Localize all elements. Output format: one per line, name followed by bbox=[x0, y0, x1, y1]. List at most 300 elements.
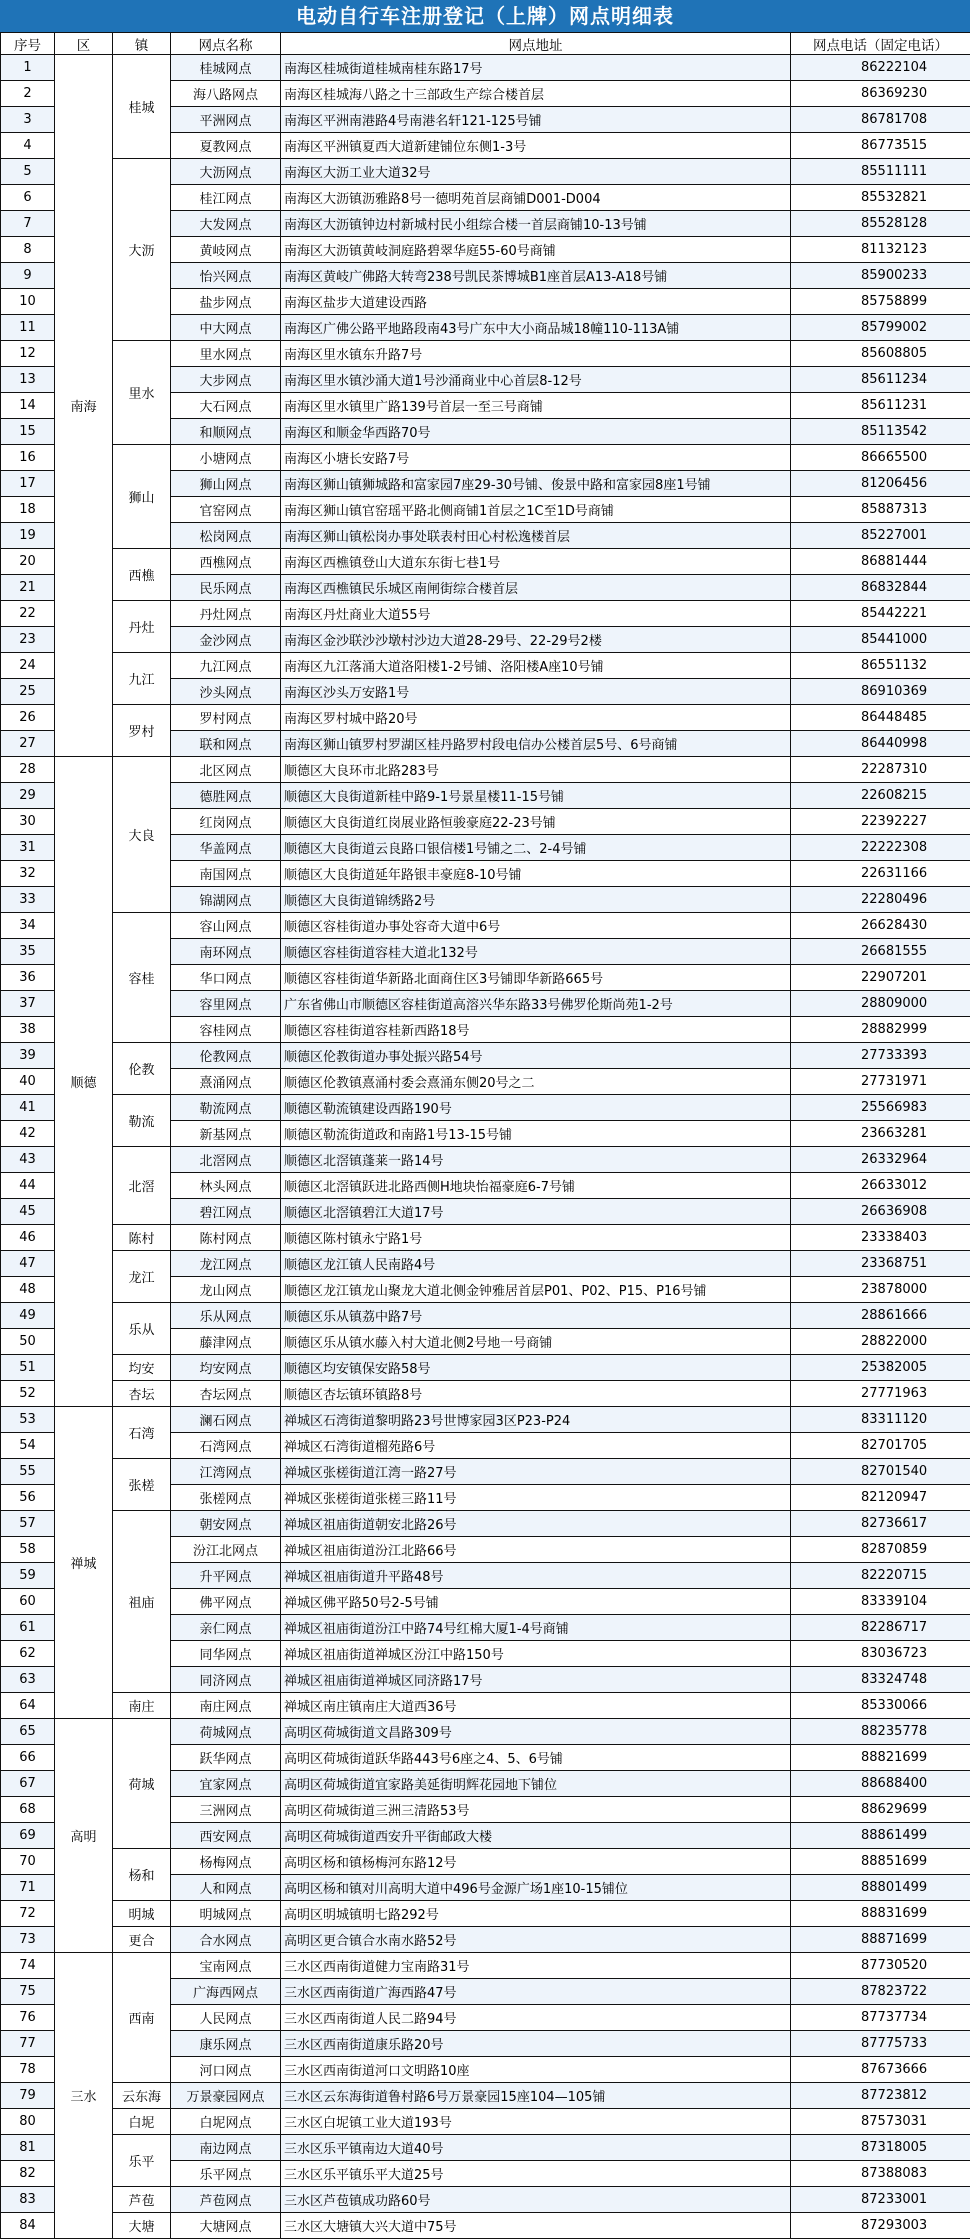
outlet-name: 熹涌网点 bbox=[171, 1069, 281, 1095]
row-seq: 47 bbox=[1, 1251, 55, 1277]
outlet-phone: 26628430 bbox=[791, 913, 970, 939]
outlet-name: 宜家网点 bbox=[171, 1771, 281, 1797]
outlet-address: 高明区更合镇合水南水路52号 bbox=[281, 1927, 791, 1953]
district-cell: 高明 bbox=[55, 1719, 113, 1953]
outlet-phone: 85611231 bbox=[791, 393, 970, 419]
outlet-name: 里水网点 bbox=[171, 341, 281, 367]
outlet-phone: 25382005 bbox=[791, 1355, 970, 1381]
row-seq: 77 bbox=[1, 2031, 55, 2057]
outlet-address: 南海区沙头万安路1号 bbox=[281, 679, 791, 705]
row-seq: 42 bbox=[1, 1121, 55, 1147]
row-seq: 30 bbox=[1, 809, 55, 835]
row-seq: 16 bbox=[1, 445, 55, 471]
header-name: 网点名称 bbox=[171, 33, 281, 55]
row-seq: 62 bbox=[1, 1641, 55, 1667]
outlet-name: 夏教网点 bbox=[171, 133, 281, 159]
outlet-name: 容山网点 bbox=[171, 913, 281, 939]
outlet-phone: 85758899 bbox=[791, 289, 970, 315]
outlet-name: 万景豪园网点 bbox=[171, 2083, 281, 2109]
outlet-address: 南海区桂城街道桂城南桂东路17号 bbox=[281, 55, 791, 81]
table-body bbox=[1, 55, 970, 2239]
outlet-address: 禅城区石湾街道榴苑路6号 bbox=[281, 1433, 791, 1459]
outlet-address: 顺德区伦教街道办事处振兴路54号 bbox=[281, 1043, 791, 1069]
outlet-address: 禅城区张槎街道江湾一路27号 bbox=[281, 1459, 791, 1485]
row-seq: 13 bbox=[1, 367, 55, 393]
town-cell: 石湾 bbox=[113, 1407, 171, 1459]
outlet-address: 南海区西樵镇登山大道东东街七巷1号 bbox=[281, 549, 791, 575]
outlet-phone: 81132123 bbox=[791, 237, 970, 263]
outlet-phone: 85442221 bbox=[791, 601, 970, 627]
town-cell: 狮山 bbox=[113, 445, 171, 549]
outlet-address: 三水区西南街道人民二路94号 bbox=[281, 2005, 791, 2031]
outlet-address: 广东省佛山市顺德区容桂街道高溶兴华东路33号佛罗伦斯尚苑1-2号 bbox=[281, 991, 791, 1017]
row-seq: 46 bbox=[1, 1225, 55, 1251]
row-seq: 20 bbox=[1, 549, 55, 575]
outlet-phone: 88851699 bbox=[791, 1849, 970, 1875]
row-seq: 25 bbox=[1, 679, 55, 705]
outlet-address: 高明区荷城街道三洲三清路53号 bbox=[281, 1797, 791, 1823]
town-cell: 乐平 bbox=[113, 2135, 171, 2187]
town-cell: 白坭 bbox=[113, 2109, 171, 2135]
outlet-address: 顺德区大良街道延年路银丰豪庭8-10号铺 bbox=[281, 861, 791, 887]
outlet-name: 澜石网点 bbox=[171, 1407, 281, 1433]
outlet-address: 三水区芦苞镇成功路60号 bbox=[281, 2187, 791, 2213]
table-row bbox=[1, 2083, 970, 2109]
outlet-address: 高明区杨和镇对川高明大道中496号金源广场1座10-15铺位 bbox=[281, 1875, 791, 1901]
outlet-name: 西樵网点 bbox=[171, 549, 281, 575]
outlet-phone: 28861666 bbox=[791, 1303, 970, 1329]
table-row bbox=[1, 1719, 970, 1745]
town-cell: 伦教 bbox=[113, 1043, 171, 1095]
outlet-phone: 25566983 bbox=[791, 1095, 970, 1121]
row-seq: 65 bbox=[1, 1719, 55, 1745]
outlet-address: 禅城区祖庙街道汾江北路66号 bbox=[281, 1537, 791, 1563]
outlet-name: 华盖网点 bbox=[171, 835, 281, 861]
outlet-phone: 85441000 bbox=[791, 627, 970, 653]
outlet-phone: 22608215 bbox=[791, 783, 970, 809]
outlet-name: 大沥网点 bbox=[171, 159, 281, 185]
row-seq: 35 bbox=[1, 939, 55, 965]
row-seq: 26 bbox=[1, 705, 55, 731]
outlet-address: 高明区荷城街道宜家路美延街明辉花园地下铺位 bbox=[281, 1771, 791, 1797]
table-row bbox=[1, 1303, 970, 1329]
town-cell: 容桂 bbox=[113, 913, 171, 1043]
row-seq: 38 bbox=[1, 1017, 55, 1043]
outlet-address: 顺德区北滘镇蓬莱一路14号 bbox=[281, 1147, 791, 1173]
row-seq: 48 bbox=[1, 1277, 55, 1303]
row-seq: 4 bbox=[1, 133, 55, 159]
outlet-name: 德胜网点 bbox=[171, 783, 281, 809]
outlet-phone: 22631166 bbox=[791, 861, 970, 887]
outlet-phone: 85799002 bbox=[791, 315, 970, 341]
outlet-address: 禅城区祖庙街道汾江中路74号红棉大厦1-4号商铺 bbox=[281, 1615, 791, 1641]
outlet-name: 大步网点 bbox=[171, 367, 281, 393]
table-row bbox=[1, 1381, 970, 1407]
outlet-name: 河口网点 bbox=[171, 2057, 281, 2083]
outlet-phone: 83311120 bbox=[791, 1407, 970, 1433]
outlet-address: 南海区九江落涌大道洛阳楼1-2号铺、洛阳楼A座10号铺 bbox=[281, 653, 791, 679]
outlet-phone: 82736617 bbox=[791, 1511, 970, 1537]
outlet-phone: 87775733 bbox=[791, 2031, 970, 2057]
outlet-name: 杨梅网点 bbox=[171, 1849, 281, 1875]
outlet-name: 人和网点 bbox=[171, 1875, 281, 1901]
town-cell: 丹灶 bbox=[113, 601, 171, 653]
outlet-name: 狮山网点 bbox=[171, 471, 281, 497]
row-seq: 44 bbox=[1, 1173, 55, 1199]
outlet-phone: 81206456 bbox=[791, 471, 970, 497]
outlet-name: 大石网点 bbox=[171, 393, 281, 419]
row-seq: 64 bbox=[1, 1693, 55, 1719]
row-seq: 78 bbox=[1, 2057, 55, 2083]
row-seq: 12 bbox=[1, 341, 55, 367]
table-row bbox=[1, 2109, 970, 2135]
outlet-name: 西安网点 bbox=[171, 1823, 281, 1849]
town-cell: 桂城 bbox=[113, 55, 171, 159]
outlet-name: 碧江网点 bbox=[171, 1199, 281, 1225]
table-row bbox=[1, 1225, 970, 1251]
outlet-phone: 86448485 bbox=[791, 705, 970, 731]
outlet-address: 南海区罗村城中路20号 bbox=[281, 705, 791, 731]
table-row bbox=[1, 159, 970, 185]
header-town: 镇 bbox=[113, 33, 171, 55]
outlet-name: 红岗网点 bbox=[171, 809, 281, 835]
outlet-phone: 88821699 bbox=[791, 1745, 970, 1771]
row-seq: 14 bbox=[1, 393, 55, 419]
outlet-phone: 83339104 bbox=[791, 1589, 970, 1615]
town-cell: 北滘 bbox=[113, 1147, 171, 1225]
outlet-address: 顺德区勒流街道政和南路1号13-15号铺 bbox=[281, 1121, 791, 1147]
row-seq: 21 bbox=[1, 575, 55, 601]
outlet-address: 高明区明城镇明七路292号 bbox=[281, 1901, 791, 1927]
row-seq: 73 bbox=[1, 1927, 55, 1953]
outlet-name: 容桂网点 bbox=[171, 1017, 281, 1043]
outlet-phone: 27731971 bbox=[791, 1069, 970, 1095]
outlet-phone: 86881444 bbox=[791, 549, 970, 575]
outlet-address: 南海区大沥镇黄岐洞庭路碧翠华庭55-60号商铺 bbox=[281, 237, 791, 263]
table-row bbox=[1, 705, 970, 731]
town-cell: 荷城 bbox=[113, 1719, 171, 1849]
row-seq: 39 bbox=[1, 1043, 55, 1069]
row-seq: 56 bbox=[1, 1485, 55, 1511]
town-cell: 明城 bbox=[113, 1901, 171, 1927]
town-cell: 里水 bbox=[113, 341, 171, 445]
outlet-phone: 88871699 bbox=[791, 1927, 970, 1953]
outlet-address: 禅城区张槎街道张槎三路11号 bbox=[281, 1485, 791, 1511]
district-cell: 禅城 bbox=[55, 1407, 113, 1719]
outlet-address: 顺德区龙江镇人民南路4号 bbox=[281, 1251, 791, 1277]
row-seq: 28 bbox=[1, 757, 55, 783]
row-seq: 70 bbox=[1, 1849, 55, 1875]
outlet-address: 三水区西南街道健力宝南路31号 bbox=[281, 1953, 791, 1979]
row-seq: 53 bbox=[1, 1407, 55, 1433]
outlet-name: 升平网点 bbox=[171, 1563, 281, 1589]
outlet-phone: 26332964 bbox=[791, 1147, 970, 1173]
outlet-name: 大发网点 bbox=[171, 211, 281, 237]
row-seq: 72 bbox=[1, 1901, 55, 1927]
outlet-phone: 83036723 bbox=[791, 1641, 970, 1667]
outlet-name: 容里网点 bbox=[171, 991, 281, 1017]
row-seq: 36 bbox=[1, 965, 55, 991]
outlet-phone: 85608805 bbox=[791, 341, 970, 367]
outlet-address: 南海区平洲镇夏西大道新建铺位东侧1-3号 bbox=[281, 133, 791, 159]
outlet-address: 南海区黄岐广佛路大转弯238号凯民茶博城B1座首层A13-A18号铺 bbox=[281, 263, 791, 289]
outlet-phone: 86551132 bbox=[791, 653, 970, 679]
outlet-name: 锦湖网点 bbox=[171, 887, 281, 913]
outlet-address: 顺德区大良街道云良路口银信楼1号铺之二、2-4号铺 bbox=[281, 835, 791, 861]
outlet-name: 九江网点 bbox=[171, 653, 281, 679]
outlet-phone: 85887313 bbox=[791, 497, 970, 523]
outlet-address: 顺德区伦教镇熹涌村委会熹涌东侧20号之二 bbox=[281, 1069, 791, 1095]
row-seq: 7 bbox=[1, 211, 55, 237]
row-seq: 68 bbox=[1, 1797, 55, 1823]
table-row bbox=[1, 1147, 970, 1173]
outlet-address: 高明区荷城街道西安升平街邮政大楼 bbox=[281, 1823, 791, 1849]
outlet-phone: 85330066 bbox=[791, 1693, 970, 1719]
outlet-address: 南海区广佛公路平地路段南43号广东中大小商品城18幢110-113A铺 bbox=[281, 315, 791, 341]
town-cell: 祖庙 bbox=[113, 1511, 171, 1693]
outlet-name: 黄岐网点 bbox=[171, 237, 281, 263]
outlet-phone: 85528128 bbox=[791, 211, 970, 237]
outlet-address: 南海区桂城海八路之十三部政生产综合楼首层 bbox=[281, 81, 791, 107]
table-row bbox=[1, 1901, 970, 1927]
row-seq: 17 bbox=[1, 471, 55, 497]
outlet-name: 北滘网点 bbox=[171, 1147, 281, 1173]
outlet-name: 南国网点 bbox=[171, 861, 281, 887]
town-cell: 更合 bbox=[113, 1927, 171, 1953]
row-seq: 41 bbox=[1, 1095, 55, 1121]
outlet-phone: 87388083 bbox=[791, 2161, 970, 2187]
outlet-phone: 23338403 bbox=[791, 1225, 970, 1251]
outlet-address: 三水区西南街道河口文明路10座 bbox=[281, 2057, 791, 2083]
row-seq: 57 bbox=[1, 1511, 55, 1537]
outlet-address: 南海区大沥镇沥雅路8号一德明苑首层商铺D001-D004 bbox=[281, 185, 791, 211]
outlet-name: 亲仁网点 bbox=[171, 1615, 281, 1641]
outlet-phone: 86665500 bbox=[791, 445, 970, 471]
outlet-address: 顺德区容桂街道容桂大道北132号 bbox=[281, 939, 791, 965]
row-seq: 75 bbox=[1, 1979, 55, 2005]
outlet-phone: 86222104 bbox=[791, 55, 970, 81]
table-header-row bbox=[1, 33, 970, 55]
row-seq: 31 bbox=[1, 835, 55, 861]
row-seq: 54 bbox=[1, 1433, 55, 1459]
header-seq: 序号 bbox=[1, 33, 55, 55]
table-row bbox=[1, 1459, 970, 1485]
table-row bbox=[1, 1355, 970, 1381]
row-seq: 8 bbox=[1, 237, 55, 263]
outlet-name: 北区网点 bbox=[171, 757, 281, 783]
outlet-address: 高明区杨和镇杨梅河东路12号 bbox=[281, 1849, 791, 1875]
outlet-phone: 86440998 bbox=[791, 731, 970, 757]
outlet-name: 龙江网点 bbox=[171, 1251, 281, 1277]
table-row bbox=[1, 601, 970, 627]
outlet-address: 顺德区均安镇保安路58号 bbox=[281, 1355, 791, 1381]
page-title: 电动自行车注册登记（上牌）网点明细表 bbox=[0, 0, 970, 32]
outlet-phone: 86832844 bbox=[791, 575, 970, 601]
table-row bbox=[1, 549, 970, 575]
outlet-address: 禅城区南庄镇南庄大道西36号 bbox=[281, 1693, 791, 1719]
outlet-address: 南海区丹灶商业大道55号 bbox=[281, 601, 791, 627]
row-seq: 32 bbox=[1, 861, 55, 887]
outlet-name: 芦苞网点 bbox=[171, 2187, 281, 2213]
outlet-address: 禅城区祖庙街道禅城区同济路17号 bbox=[281, 1667, 791, 1693]
row-seq: 71 bbox=[1, 1875, 55, 1901]
row-seq: 43 bbox=[1, 1147, 55, 1173]
outlet-address: 南海区狮山镇松岗办事处联表村田心村松逸楼首层 bbox=[281, 523, 791, 549]
outlet-phone: 83324748 bbox=[791, 1667, 970, 1693]
district-cell: 南海 bbox=[55, 55, 113, 757]
outlet-address: 三水区乐平镇乐平大道25号 bbox=[281, 2161, 791, 2187]
town-cell: 罗村 bbox=[113, 705, 171, 757]
outlet-address: 顺德区大良街道红岗展业路恒骏豪庭22-23号铺 bbox=[281, 809, 791, 835]
outlet-phone: 85511111 bbox=[791, 159, 970, 185]
table-row bbox=[1, 1095, 970, 1121]
outlet-address: 禅城区祖庙街道升平路48号 bbox=[281, 1563, 791, 1589]
outlet-phone: 26636908 bbox=[791, 1199, 970, 1225]
outlet-name: 丹灶网点 bbox=[171, 601, 281, 627]
town-cell: 西樵 bbox=[113, 549, 171, 601]
row-seq: 83 bbox=[1, 2187, 55, 2213]
outlet-address: 顺德区容桂街道华新路北面商住区3号铺即华新路665号 bbox=[281, 965, 791, 991]
row-seq: 18 bbox=[1, 497, 55, 523]
outlet-address: 顺德区大良街道锦绣路2号 bbox=[281, 887, 791, 913]
outlet-phone: 87293003 bbox=[791, 2213, 970, 2239]
row-seq: 11 bbox=[1, 315, 55, 341]
row-seq: 27 bbox=[1, 731, 55, 757]
town-cell: 杏坛 bbox=[113, 1381, 171, 1407]
outlet-name: 宝南网点 bbox=[171, 1953, 281, 1979]
row-seq: 79 bbox=[1, 2083, 55, 2109]
outlet-address: 顺德区北滘镇跃进北路西侧H地块怡福豪庭6-7号铺 bbox=[281, 1173, 791, 1199]
outlet-phone: 26633012 bbox=[791, 1173, 970, 1199]
row-seq: 45 bbox=[1, 1199, 55, 1225]
table-row bbox=[1, 1953, 970, 1979]
town-cell: 龙江 bbox=[113, 1251, 171, 1303]
outlet-phone: 86369230 bbox=[791, 81, 970, 107]
row-seq: 52 bbox=[1, 1381, 55, 1407]
outlet-name: 佛平网点 bbox=[171, 1589, 281, 1615]
outlet-name: 藤津网点 bbox=[171, 1329, 281, 1355]
outlet-phone: 26681555 bbox=[791, 939, 970, 965]
outlet-name: 林头网点 bbox=[171, 1173, 281, 1199]
row-seq: 81 bbox=[1, 2135, 55, 2161]
outlet-name: 白坭网点 bbox=[171, 2109, 281, 2135]
outlet-name: 石湾网点 bbox=[171, 1433, 281, 1459]
town-cell: 云东海 bbox=[113, 2083, 171, 2109]
outlet-address: 三水区大塘镇大兴大道中75号 bbox=[281, 2213, 791, 2239]
outlet-name: 勒流网点 bbox=[171, 1095, 281, 1121]
outlet-address: 顺德区北滘镇碧江大道17号 bbox=[281, 1199, 791, 1225]
outlet-address: 南海区狮山镇狮城路和富家园7座29-30号铺、俊景中路和富家园8座1号铺 bbox=[281, 471, 791, 497]
outlet-name: 新基网点 bbox=[171, 1121, 281, 1147]
row-seq: 24 bbox=[1, 653, 55, 679]
row-seq: 58 bbox=[1, 1537, 55, 1563]
outlet-name: 康乐网点 bbox=[171, 2031, 281, 2057]
outlet-address: 南海区平洲南港路4号南港名轩121-125号铺 bbox=[281, 107, 791, 133]
outlet-name: 小塘网点 bbox=[171, 445, 281, 471]
town-cell: 陈村 bbox=[113, 1225, 171, 1251]
outlet-address: 顺德区容桂街道办事处容奇大道中6号 bbox=[281, 913, 791, 939]
outlet-address: 三水区云东海街道鲁村路6号万景豪园15座104—105铺 bbox=[281, 2083, 791, 2109]
outlet-address: 高明区荷城街道跃华路443号6座之4、5、6号铺 bbox=[281, 1745, 791, 1771]
outlet-address: 南海区里水镇东升路7号 bbox=[281, 341, 791, 367]
outlet-address: 顺德区龙江镇龙山聚龙大道北侧金钟雅居首层P01、P02、P15、P16号铺 bbox=[281, 1277, 791, 1303]
outlet-phone: 88801499 bbox=[791, 1875, 970, 1901]
town-cell: 勒流 bbox=[113, 1095, 171, 1147]
row-seq: 2 bbox=[1, 81, 55, 107]
outlet-phone: 23368751 bbox=[791, 1251, 970, 1277]
outlet-address: 顺德区乐从镇水藤入村大道北侧2号地一号商铺 bbox=[281, 1329, 791, 1355]
outlet-phone: 85113542 bbox=[791, 419, 970, 445]
outlet-phone: 22280496 bbox=[791, 887, 970, 913]
outlet-name: 龙山网点 bbox=[171, 1277, 281, 1303]
outlet-name: 大塘网点 bbox=[171, 2213, 281, 2239]
outlet-address: 顺德区杏坛镇环镇路8号 bbox=[281, 1381, 791, 1407]
outlet-phone: 22222308 bbox=[791, 835, 970, 861]
outlet-phone: 86773515 bbox=[791, 133, 970, 159]
outlet-phone: 86910369 bbox=[791, 679, 970, 705]
outlet-name: 怡兴网点 bbox=[171, 263, 281, 289]
outlet-name: 盐步网点 bbox=[171, 289, 281, 315]
outlet-address: 顺德区乐从镇荔中路7号 bbox=[281, 1303, 791, 1329]
outlet-address: 南海区盐步大道建设西路 bbox=[281, 289, 791, 315]
row-seq: 9 bbox=[1, 263, 55, 289]
outlet-name: 江湾网点 bbox=[171, 1459, 281, 1485]
outlet-name: 海八路网点 bbox=[171, 81, 281, 107]
outlet-table bbox=[0, 32, 970, 2239]
outlet-address: 三水区西南街道康乐路20号 bbox=[281, 2031, 791, 2057]
row-seq: 61 bbox=[1, 1615, 55, 1641]
outlet-phone: 88688400 bbox=[791, 1771, 970, 1797]
row-seq: 76 bbox=[1, 2005, 55, 2031]
outlet-name: 中大网点 bbox=[171, 315, 281, 341]
outlet-name: 民乐网点 bbox=[171, 575, 281, 601]
outlet-phone: 85900233 bbox=[791, 263, 970, 289]
outlet-phone: 88235778 bbox=[791, 1719, 970, 1745]
outlet-address: 顺德区勒流镇建设西路190号 bbox=[281, 1095, 791, 1121]
outlet-address: 高明区荷城街道文昌路309号 bbox=[281, 1719, 791, 1745]
outlet-address: 顺德区大良环市北路283号 bbox=[281, 757, 791, 783]
outlet-phone: 82870859 bbox=[791, 1537, 970, 1563]
outlet-phone: 85227001 bbox=[791, 523, 970, 549]
row-seq: 33 bbox=[1, 887, 55, 913]
row-seq: 51 bbox=[1, 1355, 55, 1381]
outlet-name: 南边网点 bbox=[171, 2135, 281, 2161]
outlet-phone: 23663281 bbox=[791, 1121, 970, 1147]
outlet-name: 伦教网点 bbox=[171, 1043, 281, 1069]
town-cell: 西南 bbox=[113, 1953, 171, 2083]
outlet-name: 杏坛网点 bbox=[171, 1381, 281, 1407]
outlet-name: 金沙网点 bbox=[171, 627, 281, 653]
outlet-phone: 87730520 bbox=[791, 1953, 970, 1979]
row-seq: 29 bbox=[1, 783, 55, 809]
row-seq: 40 bbox=[1, 1069, 55, 1095]
outlet-phone: 22392227 bbox=[791, 809, 970, 835]
outlet-phone: 85532821 bbox=[791, 185, 970, 211]
outlet-phone: 82120947 bbox=[791, 1485, 970, 1511]
outlet-phone: 87737734 bbox=[791, 2005, 970, 2031]
row-seq: 66 bbox=[1, 1745, 55, 1771]
outlet-address: 南海区狮山镇官窑瑶平路北侧商铺1首层之1C至1D号商铺 bbox=[281, 497, 791, 523]
outlet-phone: 86781708 bbox=[791, 107, 970, 133]
outlet-phone: 28882999 bbox=[791, 1017, 970, 1043]
row-seq: 3 bbox=[1, 107, 55, 133]
table-row bbox=[1, 55, 970, 81]
outlet-phone: 27733393 bbox=[791, 1043, 970, 1069]
outlet-phone: 23878000 bbox=[791, 1277, 970, 1303]
row-seq: 50 bbox=[1, 1329, 55, 1355]
outlet-name: 跃华网点 bbox=[171, 1745, 281, 1771]
town-cell: 九江 bbox=[113, 653, 171, 705]
